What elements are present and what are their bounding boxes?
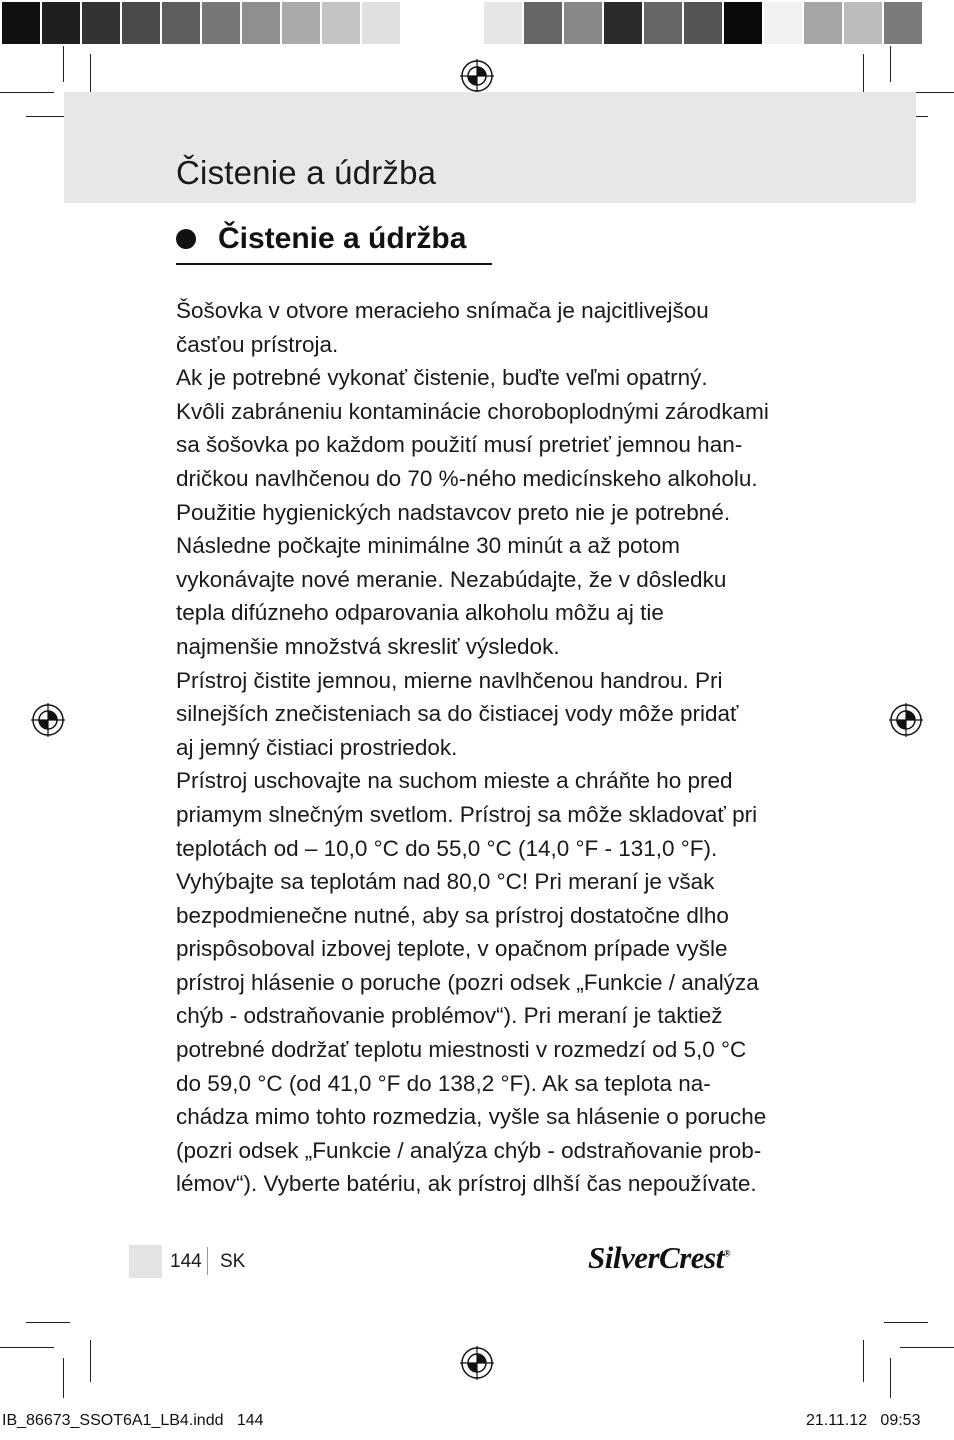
text-line: aj jemný čistiaci prostriedok. [176,734,458,760]
text-line: Prístroj uschovajte na suchom mieste a chráňte ho pred [176,768,733,794]
color-swatch [844,2,884,44]
color-swatch [202,2,242,44]
page-number-box [129,1245,162,1278]
text-line: vykonávajte nové meranie. Nezabúdajte, že v dôsledku [176,566,727,592]
language-code: SK [220,1251,246,1272]
crop-mark [26,1322,70,1323]
color-swatch [644,2,684,44]
text-line: najmenšie množstvá skresliť výsledok. [176,633,560,659]
color-swatch [724,2,764,44]
section-heading [176,222,466,256]
text-line: teplotách od – 10,0 °C do 55,0 °C (14,0 °F - 131,0 °F). [176,835,718,861]
crop-mark [900,1347,954,1348]
registration-mark-icon [460,1346,494,1380]
crop-mark [63,1358,64,1398]
text-line: Kvôli zabráneniu kontaminácie choroboplodnými zárodkami [176,398,769,424]
color-swatch [322,2,362,44]
text-line: Následne počkajte minimálne 30 minút a až potom [176,533,681,559]
section-underline [176,263,492,265]
color-swatch [282,2,322,44]
text-line: Použitie hygienických nadstavcov preto nie je potrebné. [176,499,731,525]
color-swatch [564,2,604,44]
color-calibration-bar-left [2,2,442,44]
color-calibration-bar-right [484,2,924,44]
text-line: (pozri odsek „Funkcie / analýza chýb - odstraňovanie prob- [176,1137,762,1163]
crop-mark [90,1340,91,1382]
crop-mark [863,54,864,96]
text-line: priamym slnečným svetlom. Prístroj sa môže skladovať pri [176,801,758,827]
color-swatch [122,2,162,44]
body-text [176,294,796,1201]
section-title: Čistenie a údržba [218,222,467,255]
text-line: chádza mimo tohto rozmedzia, vyšle sa hlásenie o poruche [176,1104,767,1130]
page-separator [207,1247,208,1275]
color-swatch [82,2,122,44]
color-swatch [42,2,82,44]
page-number: 144 [170,1251,202,1272]
crop-mark [890,46,891,82]
color-swatch [764,2,804,44]
crop-mark [0,1347,54,1348]
text-line: Vyhýbajte sa teplotám nad 80,0 °C! Pri meraní je však [176,869,715,895]
crop-mark [0,92,54,93]
color-swatch [484,2,524,44]
text-line: potrebné dodržať teplotu miestnosti v rozmedzí od 5,0 °C [176,1037,747,1063]
text-line: prispôsoboval izbovej teplote, v opačnom prípade vyšle [176,936,728,962]
color-swatch [2,2,42,44]
registration-mark-icon [889,703,923,737]
bullet-dot-icon [176,229,196,249]
brand-logo [588,1240,730,1276]
crop-mark [90,54,91,96]
color-swatch [162,2,202,44]
text-line: chýb - odstraňovanie problémov“). Pri meraní je taktiež [176,1003,723,1029]
crop-mark [63,46,64,82]
text-line: časťou prístroja. [176,331,339,357]
color-swatch [684,2,724,44]
registration-mark-icon [460,59,494,93]
text-line: sa šošovka po každom použití musí pretrieť jemnou han- [176,432,743,458]
text-line: Prístroj čistite jemnou, mierne navlhčenou handrou. Pri [176,667,723,693]
text-line: do 59,0 °C (od 41,0 °F do 138,2 °F). Ak sa teplota na- [176,1070,711,1096]
crop-mark [863,1340,864,1382]
color-swatch [402,2,442,44]
color-swatch [604,2,644,44]
crop-mark [890,1358,891,1398]
color-swatch [524,2,564,44]
registration-mark-icon [31,703,65,737]
color-swatch [242,2,282,44]
text-line: Ak je potrebné vykonať čistenie, buďte veľmi opatrný. [176,365,708,391]
text-line: tepla difúzneho odparovania alkoholu môžu aj tie [176,600,664,626]
print-file-info: IB_86673_SSOT6A1_LB4.indd 144 [2,1412,264,1429]
text-line: lémov“). Vyberte batériu, ak prístroj dlhší čas nepoužívate. [176,1171,757,1197]
text-line: silnejších znečisteniach sa do čistiacej vody môže pridať [176,701,739,727]
print-date-time: 21.11.12 09:53 [806,1412,921,1429]
color-swatch [362,2,402,44]
text-line: Šošovka v otvore meracieho snímača je najcitlivejšou [176,298,709,323]
text-line: bezpodmienečne nutné, aby sa prístroj dostatočne dlho [176,902,729,928]
page-title: Čistenie a údržba [176,154,437,191]
color-swatch [804,2,844,44]
crop-mark [884,1322,928,1323]
registered-mark: ® [723,1248,730,1259]
brand-name: SilverCrest [588,1240,724,1275]
color-swatch [884,2,924,44]
text-line: prístroj hlásenie o poruche (pozri odsek „Funkcie / analýza [176,969,759,995]
text-line: dričkou navlhčenou do 70 %-ného medicínskeho alkoholu. [176,465,758,491]
